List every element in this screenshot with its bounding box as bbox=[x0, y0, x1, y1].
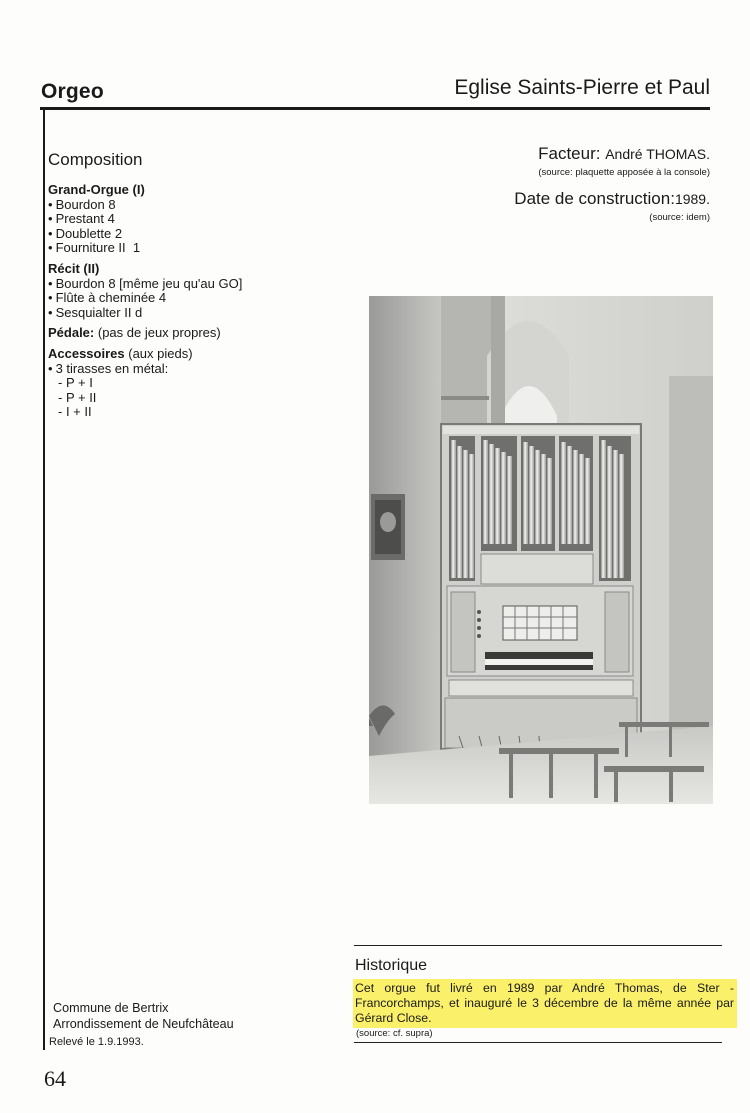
coupler-item: - P + I bbox=[58, 375, 93, 391]
division-name: Pédale: bbox=[48, 325, 95, 341]
date-label: Date de construction: bbox=[514, 189, 675, 208]
organ-photo-image bbox=[369, 296, 713, 804]
survey-date: Relevé le 1.9.1993. bbox=[49, 1036, 144, 1048]
coupler-item: - I + II bbox=[58, 404, 92, 420]
division-recit bbox=[48, 262, 348, 320]
bullet-icon: • bbox=[48, 225, 53, 241]
stop-item bbox=[48, 212, 348, 227]
historique-text: Cet orgue fut livré en 1989 par André Thomas, de Ster - Francorchamps, et inauguré le 3 décembre de la même année par Gérard Close. bbox=[353, 979, 737, 1028]
builder-label: Facteur: bbox=[538, 144, 606, 163]
stop-item bbox=[48, 198, 348, 213]
stop-item bbox=[48, 277, 348, 292]
bullet-icon: • bbox=[48, 290, 53, 306]
bullet-icon: • bbox=[48, 240, 53, 256]
historique-bottom-rule bbox=[354, 1042, 722, 1043]
coupler-item: - P + II bbox=[58, 389, 97, 405]
builder-line bbox=[538, 144, 710, 164]
division-name: Accessoires bbox=[48, 345, 125, 361]
historique-title: Historique bbox=[355, 957, 428, 974]
bullet-icon: • bbox=[48, 196, 53, 212]
stop-item bbox=[48, 306, 348, 321]
division-accessoires bbox=[48, 347, 348, 420]
date-value: 1989. bbox=[674, 191, 710, 207]
accessory-item bbox=[48, 362, 348, 377]
division-pedale bbox=[48, 326, 348, 341]
organ-photo bbox=[369, 296, 713, 804]
stop-label: Fourniture II 1 bbox=[55, 240, 141, 256]
bullet-icon: • bbox=[48, 211, 53, 227]
builder-value: André THOMAS. bbox=[605, 146, 710, 162]
bullet-icon: • bbox=[48, 275, 53, 291]
accessoires-suffix: (aux pieds) bbox=[124, 345, 193, 361]
date-block bbox=[514, 189, 710, 223]
location-block bbox=[53, 1001, 234, 1032]
left-margin-rule bbox=[43, 110, 45, 1050]
historique-top-rule bbox=[354, 945, 722, 946]
arrondissement: Arrondissement de Neufchâteau bbox=[53, 1016, 234, 1031]
stop-label: Bourdon 8 [même jeu qu'au GO] bbox=[55, 275, 243, 291]
stop-item bbox=[48, 291, 348, 306]
accessoires-heading bbox=[48, 347, 348, 362]
stop-label: Bourdon 8 bbox=[55, 196, 116, 212]
page-number: 64 bbox=[44, 1066, 66, 1091]
bullet-icon: • bbox=[48, 360, 53, 376]
commune: Commune de Bertrix bbox=[53, 1001, 169, 1015]
church-name: Eglise Saints-Pierre et Paul bbox=[454, 76, 710, 99]
accessory-label: 3 tirasses en métal: bbox=[55, 360, 169, 376]
stop-label: Flûte à cheminée 4 bbox=[55, 290, 167, 306]
place-name: Orgeo bbox=[41, 80, 104, 103]
division-name: Récit (II) bbox=[48, 260, 100, 276]
composition-list bbox=[48, 183, 348, 426]
bullet-icon: • bbox=[48, 304, 53, 320]
header-rule bbox=[40, 107, 710, 110]
stop-label: Doublette 2 bbox=[55, 225, 123, 241]
date-line bbox=[514, 189, 710, 209]
pedale-text: (pas de jeux propres) bbox=[94, 325, 221, 341]
composition-title: Composition bbox=[48, 150, 143, 169]
date-source: (source: idem) bbox=[649, 212, 710, 223]
stop-item bbox=[48, 227, 348, 242]
historique-source: (source: cf. supra) bbox=[356, 1028, 433, 1039]
builder-block bbox=[538, 144, 710, 178]
builder-source: (source: plaquette apposée à la console) bbox=[538, 167, 710, 178]
division-name: Grand-Orgue (I) bbox=[48, 182, 145, 197]
stop-item bbox=[48, 241, 348, 256]
division-grand-orgue bbox=[48, 183, 348, 256]
stop-label: Prestant 4 bbox=[55, 211, 115, 227]
stop-label: Sesquialter II d bbox=[55, 304, 143, 320]
